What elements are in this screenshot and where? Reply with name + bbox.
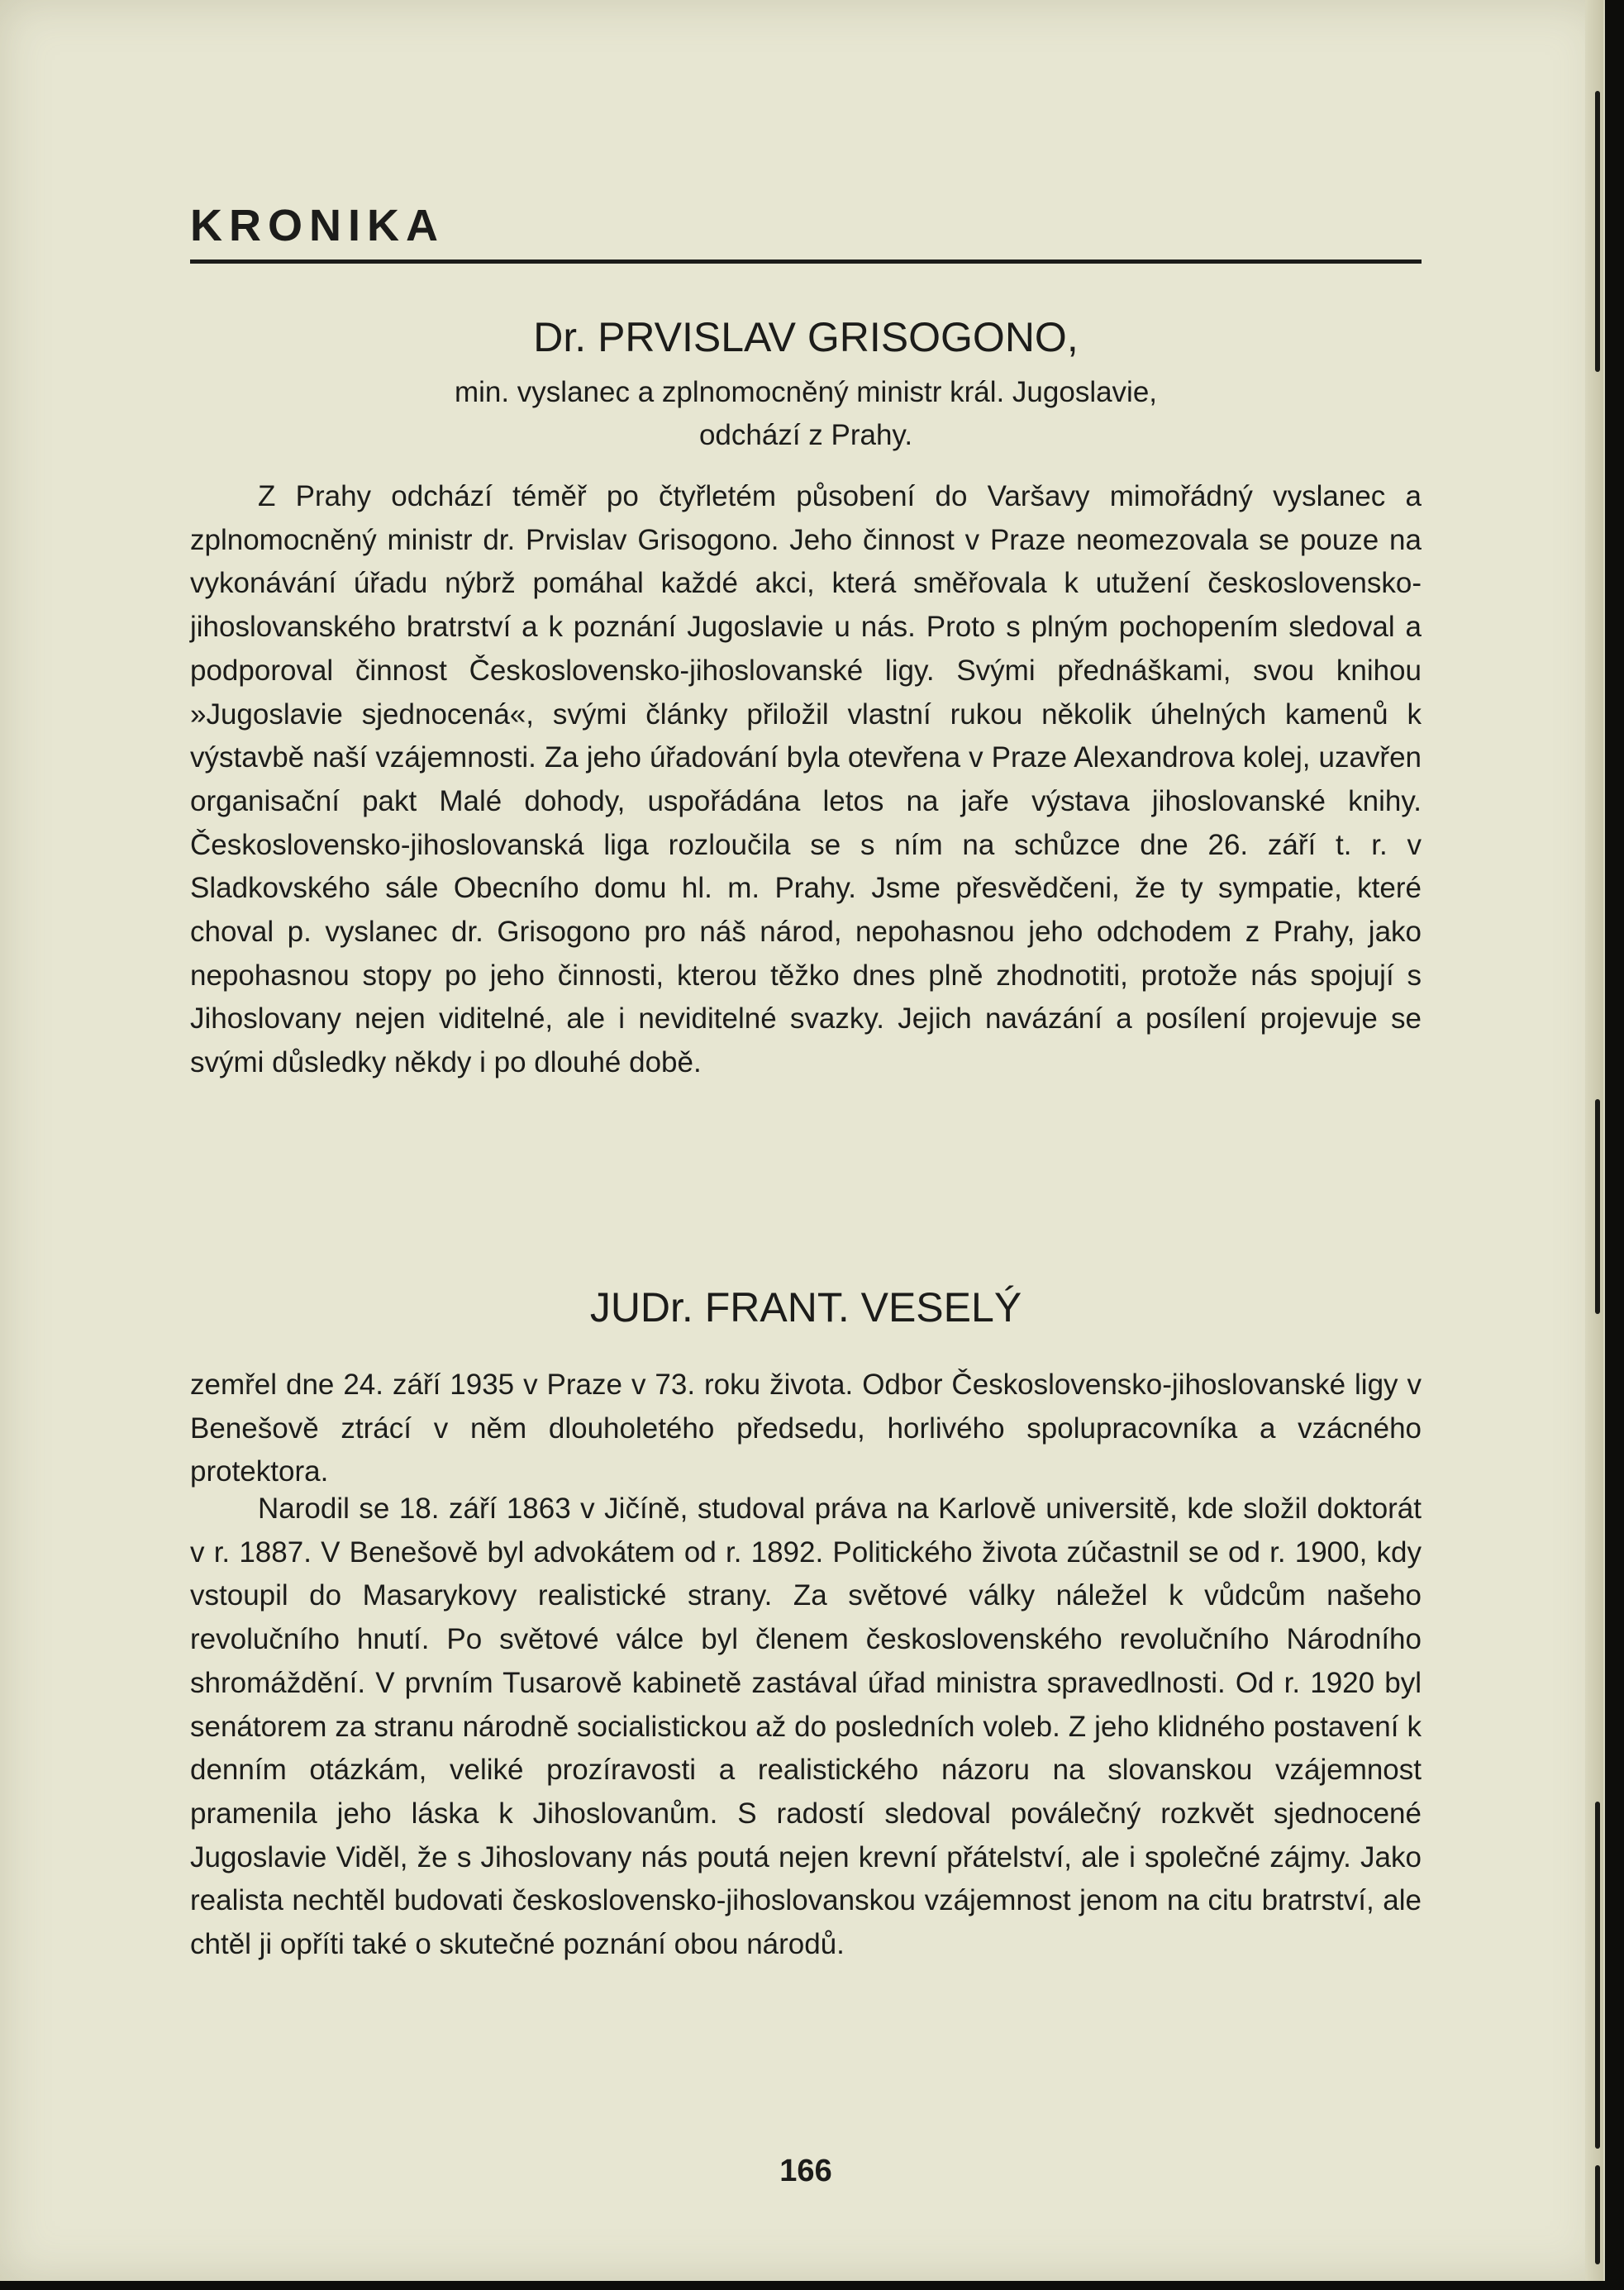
article-heading-grisogono: Dr. PRVISLAV GRISOGONO, (533, 314, 1079, 360)
section-rule (190, 259, 1422, 264)
article-body-grisogono: Z Prahy odchází téměř po čtyřletém působení do Varšavy mimořádný vyslanec a zplnomocněný ministr dr. Prvislav Grisogono. Jeho činnost v Praze neomezovala se pouze na vykonávání úřadu nýbrž pomáhal každé akci, která směřovala k utužení československo-jihoslovanského bratrství a k poznání Jugoslavie u nás. Proto s plným pochopením sledoval a podporoval činnost Československo-jihoslovanské ligy. Svými přednáškami, svou knihou »Jugoslavie sjednocená«, svými články přiložil vlastní rukou několik úhelných kamenů k výstavbě naší vzájemnosti. Za jeho úřadování byla otevřena v Praze Alexandrova kolej, uzavřen organisační pakt Malé dohody, uspořádána letos na jaře výstava jihoslovanské knihy. Československo-jihoslovanská liga rozloučila se s ním na schůzce dne 26. září t. r. v Sladkovského sále Obecního domu hl. m. Prahy. Jsme přesvědčeni, že ty sympatie, které choval p. vyslanec dr. Grisogono pro náš národ, nepohasnou jeho odchodem z Prahy, jako nepohasnou stopy po jeho činnosti, kterou těžko dnes plně zhodnotiti, protože nás spojují s Jihoslovany nejen viditelné, ale i neviditelné svazky. Jejich navázání a posílení projevuje se svými důsledky někdy i po dlouhé době. (190, 480, 1422, 1079)
page-gutter (1585, 0, 1603, 2281)
page-number: 166 (779, 2154, 832, 2188)
binding-thread (1595, 91, 1600, 372)
binding-thread (1595, 2165, 1600, 2264)
article-body-vesely-biography: Narodil se 18. září 1863 v Jičíně, studoval práva na Karlově universitě, kde složil doktorát v r. 1887. V Benešově byl advokátem od r. 1892. Politického života zúčastnil se od r. 1900, kdy vstoupil do Masarykovy realistické strany. Za světové války náležel k vůdcům našeho revolučního hnutí. Po světové válce byl členem československého revolučního Národního shromáždění. V prvním Tusarově kabinetě zastával úřad ministra spravedlnosti. Od r. 1920 byl senátorem za stranu národně socialistickou až do posledních voleb. Z jeho klidného postavení k denním otázkám, veliké prozíravosti a realistického názoru na slovanskou vzájemnost pramenila jeho láska k Jihoslovanům. S radostí sledoval poválečný rozkvět sjednocené Jugoslavie Viděl, že s Jihoslovany nás poutá nejen krevní přátelství, ale i společné zájmy. Jako realista nechtěl budovati československo-jihoslovanskou vzájemnost jenom na citu bratrství, ale chtěl ji opříti také o skutečné poznání obou národů. (190, 1493, 1422, 1961)
article-subtitle-line2: odchází z Prahy. (698, 419, 913, 451)
binding-thread (1595, 1099, 1600, 1314)
article-body-vesely-intro: zemřel dne 24. září 1935 v Praze v 73. roku života. Odbor Československo-jihoslovanské ligy v Benešově ztrácí v něm dlouholetého předsedu, horlivého spolupracovníka a vzácného protektora. (190, 1369, 1422, 1488)
article-heading-vesely: JUDr. FRANT. VESELÝ (589, 1284, 1022, 1331)
article-subtitle-line1: min. vyslanec a zplnomocněný ministr král. Jugoslavie, (454, 376, 1158, 408)
binding-thread (1595, 1802, 1600, 2149)
section-title: KRONIKA (190, 201, 445, 250)
